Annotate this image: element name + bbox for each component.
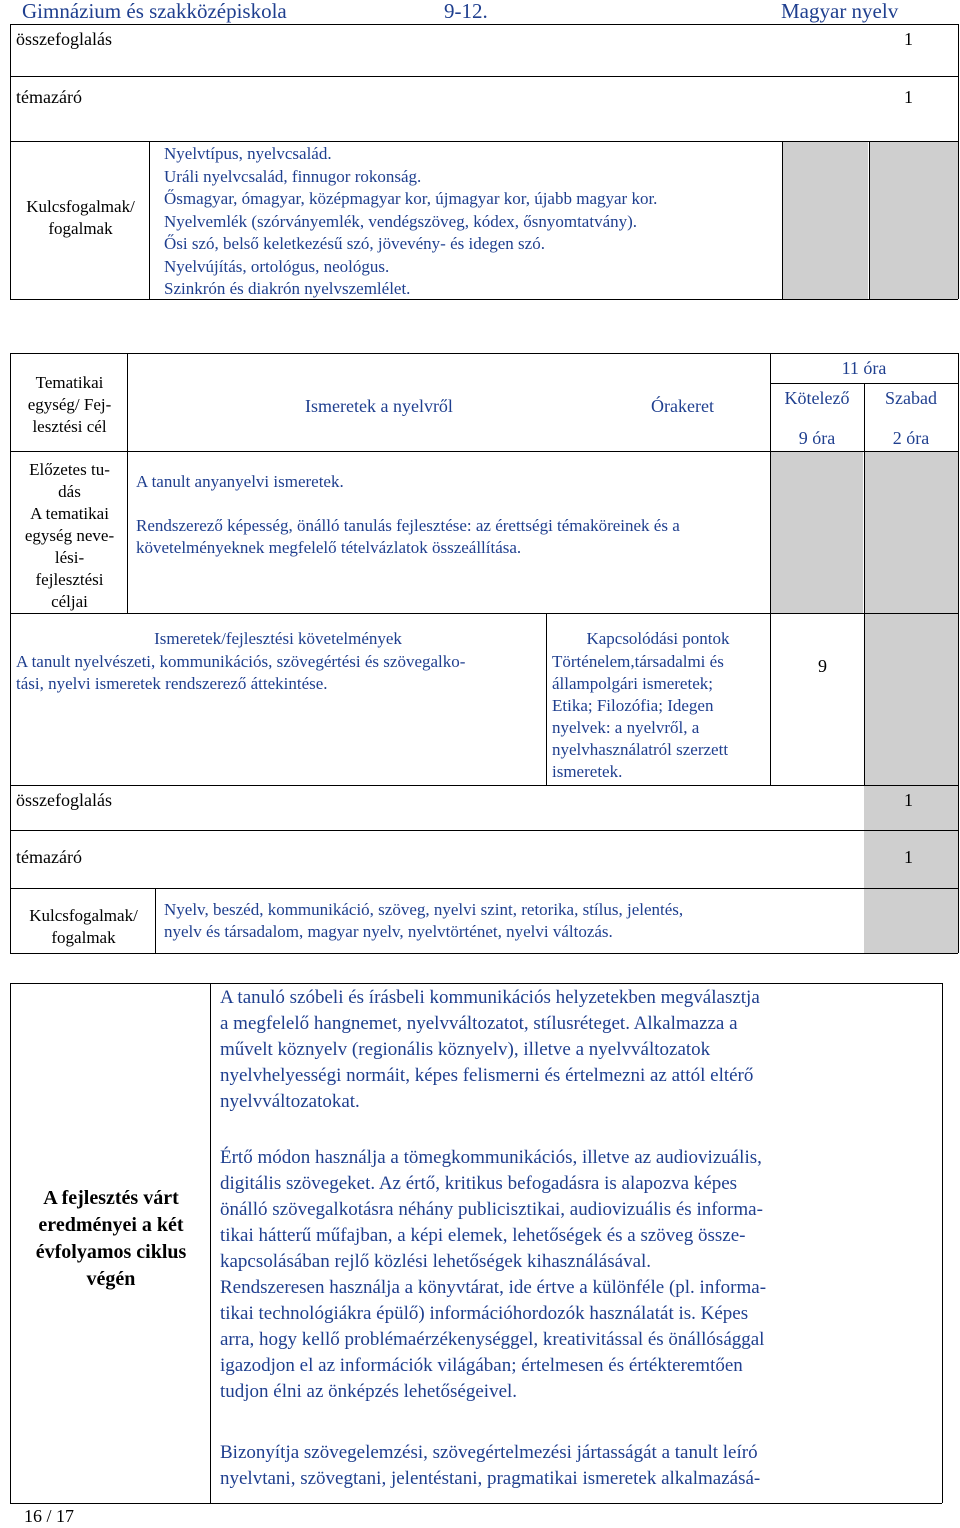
gray-cell xyxy=(770,451,863,613)
mandatory-hours: 9 óra xyxy=(798,428,836,448)
top-test-hours: 1 xyxy=(904,87,913,107)
goals-text: Rendszerező képesség, önálló tanulás fejlesztése: az érettségi témaköreinek és a követelményeknek megfelelő tételvázlatok összeállítása. xyxy=(136,516,680,557)
header-school: Gimnázium és szakközépiskola xyxy=(22,0,287,23)
outcomes-para-1: A tanuló szóbeli és írásbeli kommunikációs helyzetekben megválasztja a megfelelő hangnemet, nyelvváltozatot, stílusréteget. Alkalmazza a művelt köznyelv (regionális köznyelv), illetve a nyelvváltozatok nyelvhelyességi normáit, képes felismerni és értelmezni az attól eltérő nyelvváltozatokat. xyxy=(220,987,760,1112)
outcomes-label: A fejlesztés várt eredményei a két évfolyamos ciklus végén xyxy=(35,1187,187,1290)
unit-concepts-label: Kulcsfogalmak/ fogalmak xyxy=(29,906,138,947)
mandatory-label: Kötelező xyxy=(784,388,850,408)
hours-label: Órakeret xyxy=(651,396,714,416)
top-test-label: témazáró xyxy=(16,87,82,107)
gray-cell xyxy=(864,451,958,613)
header-grade: 9-12. xyxy=(444,0,488,23)
req-hours: 9 xyxy=(818,656,827,676)
top-concepts-label: Kulcsfogalmak/ fogalmak xyxy=(26,197,135,238)
outcomes-para-2: Értő módon használja a tömegkommunikációs, illetve az audiovizuális, digitális szövegeket. Az értő, kritikus befogadásra is alapozva képes önálló szövegalkotásra néhány publicisztikai, audiovizuális és informa- tikai hátterű műfajban, a képi elemek, lehetőségek és a szöveg össze- kapcsolásában rejlő közlési lehetőségek kihasználásával. Rendszeresen használja a könyvtárat, ide értve a különféle (pl. informa- tikai technológiákra épülő) információhordozók használatát is. Képes arra, hogy kellő problémaérzékenységgel, kreativitással és önállósággal igazodjon el az információk világában; értelmesen és értékteremtően tudjon élni az önképzés lehetőségeivel. xyxy=(220,1147,767,1402)
unit-title: Ismeretek a nyelvről xyxy=(305,396,453,416)
req-text: A tanult nyelvészeti, kommunikációs, szövegértési és szövegalko- tási, nyelvi ismeretek rendszerező áttekintése. xyxy=(16,652,466,693)
unit-test-hours: 1 xyxy=(904,847,913,867)
header-subject: Magyar nyelv xyxy=(781,0,899,23)
req-header: Ismeretek/fejlesztési követelmények xyxy=(154,629,402,648)
free-label: Szabad xyxy=(885,388,937,408)
outcomes-para-3: Bizonyítja szövegelemzési, szövegértelmezési jártasságát a tanult leíró nyelvtani, szövegtani, jelentéstani, pragmatikai ismeretek alkalmazásá- xyxy=(220,1442,761,1489)
total-hours: 11 óra xyxy=(841,358,887,378)
theme-label: Tematikai egység/ Fej- lesztési cél xyxy=(27,373,112,436)
page-number: 16 / 17 xyxy=(24,1506,75,1526)
top-summary-hours: 1 xyxy=(904,29,913,49)
top-summary-label: összefoglalás xyxy=(16,29,112,49)
gray-cell xyxy=(869,141,958,299)
unit-summary-hours: 1 xyxy=(904,790,913,810)
gray-cell xyxy=(782,141,868,299)
top-concepts-list: Nyelvtípus, nyelvcsalád. Uráli nyelvcsalád, finnugor rokonság. Ősmagyar, ómagyar, középmagyar kor, újmagyar kor, újabb magyar kor. Nyelvemlék (szórványemlék, vendégszöveg, kódex, ősnyomtatvány). Ősi szó, belső keletkezésű szó, jövevény- és idegen szó. Nyelvújítás, ortológus, neológus. Szinkrón és diakrón nyelvszemlélet. xyxy=(164,144,658,298)
links-header: Kapcsolódási pontok xyxy=(586,629,730,648)
links-text: Történelem,társadalmi és állampolgári ismeretek; Etika; Filozófia; Idegen nyelvek: a nyelvről, a nyelvhasználatról szerzett ismeretek. xyxy=(552,652,729,781)
gray-cell xyxy=(864,613,958,953)
free-hours: 2 óra xyxy=(892,428,930,448)
prereq-text: A tanult anyanyelvi ismeretek. xyxy=(136,472,344,491)
goals-label: A tematikai egység neve- lési- fejlesztési céljai xyxy=(24,504,115,611)
unit-summary-label: összefoglalás xyxy=(16,790,112,810)
prereq-label: Előzetes tu- dás xyxy=(29,460,110,501)
unit-concepts-text: Nyelv, beszéd, kommunikáció, szöveg, nyelvi szint, retorika, stílus, jelentés, nyelv és társadalom, magyar nyelv, nyelvtörténet, nyelvi változás. xyxy=(164,900,684,941)
unit-test-label: témazáró xyxy=(16,847,82,867)
